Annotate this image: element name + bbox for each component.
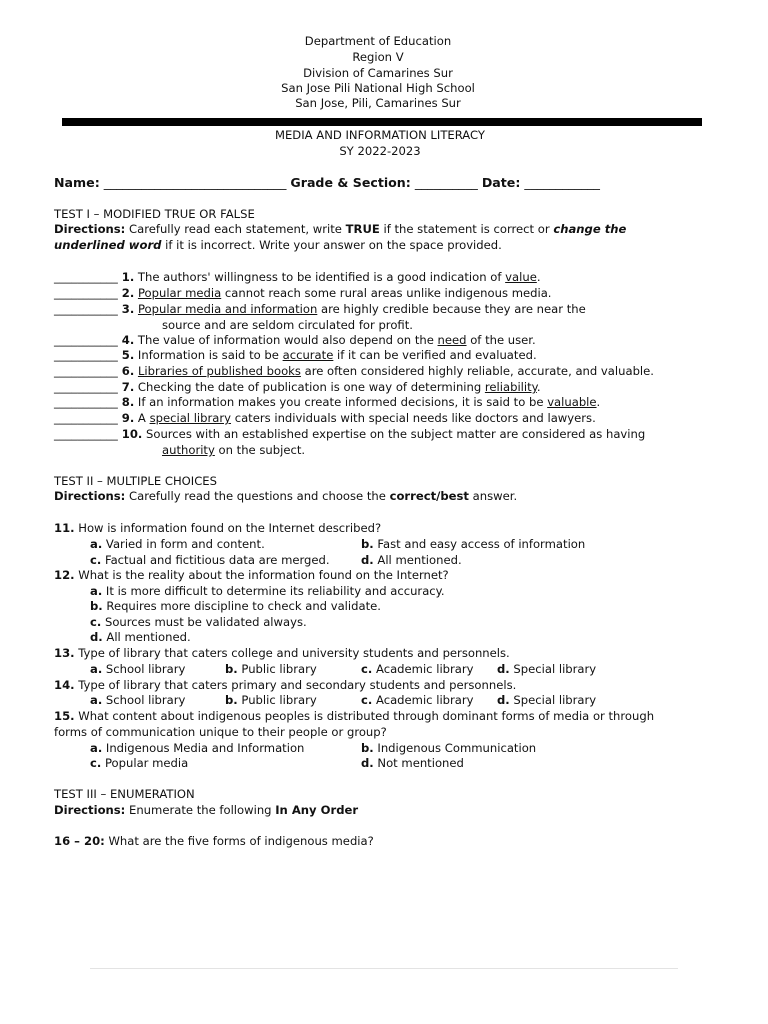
- option-text: School library: [102, 662, 186, 676]
- option-text: Academic library: [372, 662, 474, 676]
- item-number: 9.: [121, 411, 135, 425]
- underlined-word: special library: [149, 411, 232, 425]
- item-text: of the user.: [466, 333, 536, 347]
- item-text: source and are seldom circulated for profit.: [162, 318, 413, 332]
- tf-item: [54, 302, 586, 317]
- option-text: Special library: [509, 693, 597, 707]
- item-number: 5.: [121, 348, 135, 362]
- option-letter: c.: [361, 662, 373, 676]
- option-text: Popular media: [101, 756, 189, 770]
- division-title: Division of Camarines Sur: [303, 66, 453, 80]
- underlined-word: need: [437, 333, 467, 347]
- directions-change: change the: [553, 222, 627, 236]
- option-letter: c.: [90, 615, 102, 629]
- underlined-word: authority: [162, 443, 215, 457]
- enumeration-question: [54, 834, 374, 849]
- option-text: All mentioned.: [373, 553, 462, 567]
- choice-option[interactable]: [90, 662, 185, 677]
- tf-item: [54, 427, 645, 442]
- underlined-word: value: [505, 270, 537, 284]
- item-text: caters individuals with special needs like doctors and lawyers.: [231, 411, 596, 425]
- item-number: 10.: [121, 427, 143, 441]
- answer-blank[interactable]: ___________: [54, 286, 118, 300]
- choice-option[interactable]: [361, 537, 585, 552]
- option-letter: c.: [90, 756, 102, 770]
- directions-text: Enumerate the following: [125, 803, 276, 817]
- option-text: Varied in form and content.: [102, 537, 265, 551]
- option-letter: d.: [90, 630, 103, 644]
- directions-text: answer.: [468, 489, 518, 503]
- choice-option[interactable]: [90, 756, 188, 771]
- tf-item: [54, 380, 541, 395]
- option-letter: a.: [90, 662, 103, 676]
- underlined-word: Libraries of published books: [137, 364, 301, 378]
- option-letter: c.: [361, 693, 373, 707]
- option-letter: b.: [90, 599, 103, 613]
- question-text: What is the reality about the information found on the Internet?: [74, 568, 449, 582]
- region-title: Region V: [352, 50, 404, 64]
- directions-true: TRUE: [345, 222, 380, 236]
- option-text: Indigenous Communication: [373, 741, 537, 755]
- item-text: Information is said to be: [134, 348, 283, 362]
- directions-underlined-word: underlined word: [54, 238, 162, 252]
- question-text: Type of library that caters primary and secondary students and personnels.: [74, 678, 517, 692]
- underlined-word: reliability: [484, 380, 537, 394]
- item-text: are highly credible because they are near the: [317, 302, 586, 316]
- mc-question: [54, 521, 381, 536]
- question-number: 16 – 20:: [54, 834, 105, 848]
- school-title: San Jose Pili National High School: [281, 81, 475, 95]
- choice-option[interactable]: [90, 615, 307, 630]
- grade-section-label: Grade & Section:: [290, 175, 411, 190]
- tf-item: [54, 348, 537, 363]
- test2-directions: [54, 489, 517, 504]
- option-letter: d.: [361, 553, 374, 567]
- test1-title: TEST I – MODIFIED TRUE OR FALSE: [54, 207, 255, 221]
- mc-question: [54, 678, 516, 693]
- item-text: on the subject.: [214, 443, 306, 457]
- item-text: if it can be verified and evaluated.: [333, 348, 537, 362]
- school-address: San Jose, Pili, Camarines Sur: [295, 96, 461, 110]
- underlined-word: accurate: [282, 348, 334, 362]
- directions-text: if the statement is correct or: [379, 222, 554, 236]
- name-blank[interactable]: _____________________________: [103, 175, 287, 190]
- header-divider: [62, 118, 702, 126]
- question-text: What content about indigenous peoples is distributed through dominant forms of media or through: [74, 709, 655, 723]
- option-text: Not mentioned: [373, 756, 464, 770]
- date-label: Date:: [481, 175, 521, 190]
- question-text: Type of library that caters college and university students and personnels.: [74, 646, 510, 660]
- choice-option[interactable]: [225, 662, 317, 677]
- department-title: Department of Education: [304, 34, 452, 48]
- question-number: 14.: [54, 678, 75, 692]
- option-text: Factual and fictitious data are merged.: [101, 553, 330, 567]
- item-number: 4.: [121, 333, 135, 347]
- directions-text: Carefully read each statement, write: [125, 222, 346, 236]
- choice-option[interactable]: [497, 662, 596, 677]
- tf-item-continuation: [162, 318, 413, 333]
- underlined-word: valuable: [547, 395, 597, 409]
- option-letter: a.: [90, 693, 103, 707]
- directions-label: Directions:: [54, 803, 126, 817]
- question-text: What are the five forms of indigenous media?: [104, 834, 374, 848]
- option-letter: a.: [90, 537, 103, 551]
- option-text: Sources must be validated always.: [101, 615, 307, 629]
- tf-item: [54, 333, 536, 348]
- mc-question: [54, 568, 449, 583]
- directions-correct-best: correct/best: [389, 489, 469, 503]
- choice-option[interactable]: [90, 599, 381, 614]
- choice-option[interactable]: [90, 741, 304, 756]
- choice-option[interactable]: [361, 693, 474, 708]
- question-number: 11.: [54, 521, 75, 535]
- directions-label: Directions:: [54, 489, 126, 503]
- answer-blank[interactable]: ___________: [54, 427, 118, 441]
- option-text: It is more difficult to determine its reliability and accuracy.: [102, 584, 445, 598]
- item-text: The value of information would also depend on the: [134, 333, 438, 347]
- item-text: Sources with an established expertise on the subject matter are considered as having: [142, 427, 646, 441]
- item-text: .: [596, 395, 601, 409]
- directions-in-any-order: In Any Order: [275, 803, 359, 817]
- test3-directions: [54, 803, 358, 818]
- school-year: SY 2022-2023: [339, 144, 421, 158]
- item-number: 3.: [121, 302, 135, 316]
- choice-option[interactable]: [90, 553, 330, 568]
- item-text: cannot reach some rural areas unlike indigenous media.: [221, 286, 552, 300]
- option-text: Requires more discipline to check and validate.: [102, 599, 381, 613]
- choice-option[interactable]: [225, 693, 317, 708]
- option-text: Indigenous Media and Information: [102, 741, 305, 755]
- choice-option[interactable]: [90, 537, 265, 552]
- tf-item: [54, 395, 600, 410]
- tf-item: [54, 411, 596, 426]
- answer-blank[interactable]: ___________: [54, 270, 118, 284]
- choice-option[interactable]: [90, 693, 185, 708]
- item-text: .: [536, 380, 541, 394]
- option-letter: d.: [497, 662, 510, 676]
- directions-text: if it is incorrect. Write your answer on the space provided.: [161, 238, 502, 252]
- directions-label: Directions:: [54, 222, 126, 236]
- choice-option[interactable]: [361, 553, 462, 568]
- item-number: 8.: [121, 395, 135, 409]
- option-text: Fast and easy access of information: [373, 537, 586, 551]
- mc-question: [54, 709, 654, 724]
- test1-directions-cont: [54, 238, 502, 253]
- underlined-word: Popular media: [137, 286, 222, 300]
- item-number: 6.: [121, 364, 135, 378]
- option-letter: b.: [361, 537, 374, 551]
- name-label: Name:: [54, 175, 100, 190]
- answer-blank[interactable]: ___________: [54, 302, 118, 316]
- choice-option[interactable]: [90, 584, 445, 599]
- item-number: 1.: [121, 270, 135, 284]
- item-text: Checking the date of publication is one way of determining: [134, 380, 485, 394]
- question-number: 12.: [54, 568, 75, 582]
- subject-title: MEDIA AND INFORMATION LITERACY: [274, 128, 486, 142]
- option-letter: c.: [90, 553, 102, 567]
- underlined-word: Popular media and information: [137, 302, 318, 316]
- option-letter: d.: [497, 693, 510, 707]
- option-letter: b.: [361, 741, 374, 755]
- footer-divider: [90, 968, 678, 969]
- option-letter: a.: [90, 741, 103, 755]
- option-letter: b.: [225, 662, 238, 676]
- answer-blank[interactable]: ___________: [54, 411, 118, 425]
- tf-item-continuation: [162, 443, 305, 458]
- answer-blank[interactable]: ___________: [54, 380, 118, 394]
- directions-text: Carefully read the questions and choose the: [125, 489, 390, 503]
- answer-blank[interactable]: ___________: [54, 348, 118, 362]
- test1-directions: [54, 222, 626, 237]
- option-text: School library: [102, 693, 186, 707]
- question-number: 13.: [54, 646, 75, 660]
- test2-title: TEST II – MULTIPLE CHOICES: [54, 474, 217, 488]
- choice-option[interactable]: [497, 693, 596, 708]
- option-letter: d.: [361, 756, 374, 770]
- date-blank[interactable]: ____________: [524, 175, 600, 190]
- option-text: All mentioned.: [102, 630, 191, 644]
- option-text: Academic library: [372, 693, 474, 707]
- choice-option[interactable]: [361, 662, 474, 677]
- choice-option[interactable]: [361, 756, 464, 771]
- item-number: 7.: [121, 380, 135, 394]
- item-text: A: [134, 411, 150, 425]
- mc-question-continuation: forms of communication unique to their people or group?: [54, 725, 387, 739]
- option-letter: a.: [90, 584, 103, 598]
- choice-option[interactable]: [361, 741, 536, 756]
- item-text: The authors' willingness to be identified is a good indication of: [134, 270, 506, 284]
- answer-blank[interactable]: ___________: [54, 364, 118, 378]
- grade-section-blank[interactable]: __________: [414, 175, 478, 190]
- item-number: 2.: [121, 286, 135, 300]
- option-text: Public library: [237, 662, 317, 676]
- question-number: 15.: [54, 709, 75, 723]
- item-text: .: [536, 270, 541, 284]
- answer-blank[interactable]: ___________: [54, 395, 118, 409]
- mc-question: [54, 646, 510, 661]
- tf-item: [54, 286, 552, 301]
- option-letter: b.: [225, 693, 238, 707]
- item-text: If an information makes you create informed decisions, it is said to be: [134, 395, 548, 409]
- tf-item: [54, 270, 541, 285]
- student-info-row: [54, 175, 600, 190]
- answer-blank[interactable]: ___________: [54, 333, 118, 347]
- choice-option[interactable]: [90, 630, 191, 645]
- option-text: Special library: [509, 662, 597, 676]
- tf-item: [54, 364, 654, 379]
- test3-title: TEST III – ENUMERATION: [54, 787, 195, 801]
- question-text: How is information found on the Internet described?: [74, 521, 382, 535]
- item-text: are often considered highly reliable, accurate, and valuable.: [300, 364, 654, 378]
- option-text: Public library: [237, 693, 317, 707]
